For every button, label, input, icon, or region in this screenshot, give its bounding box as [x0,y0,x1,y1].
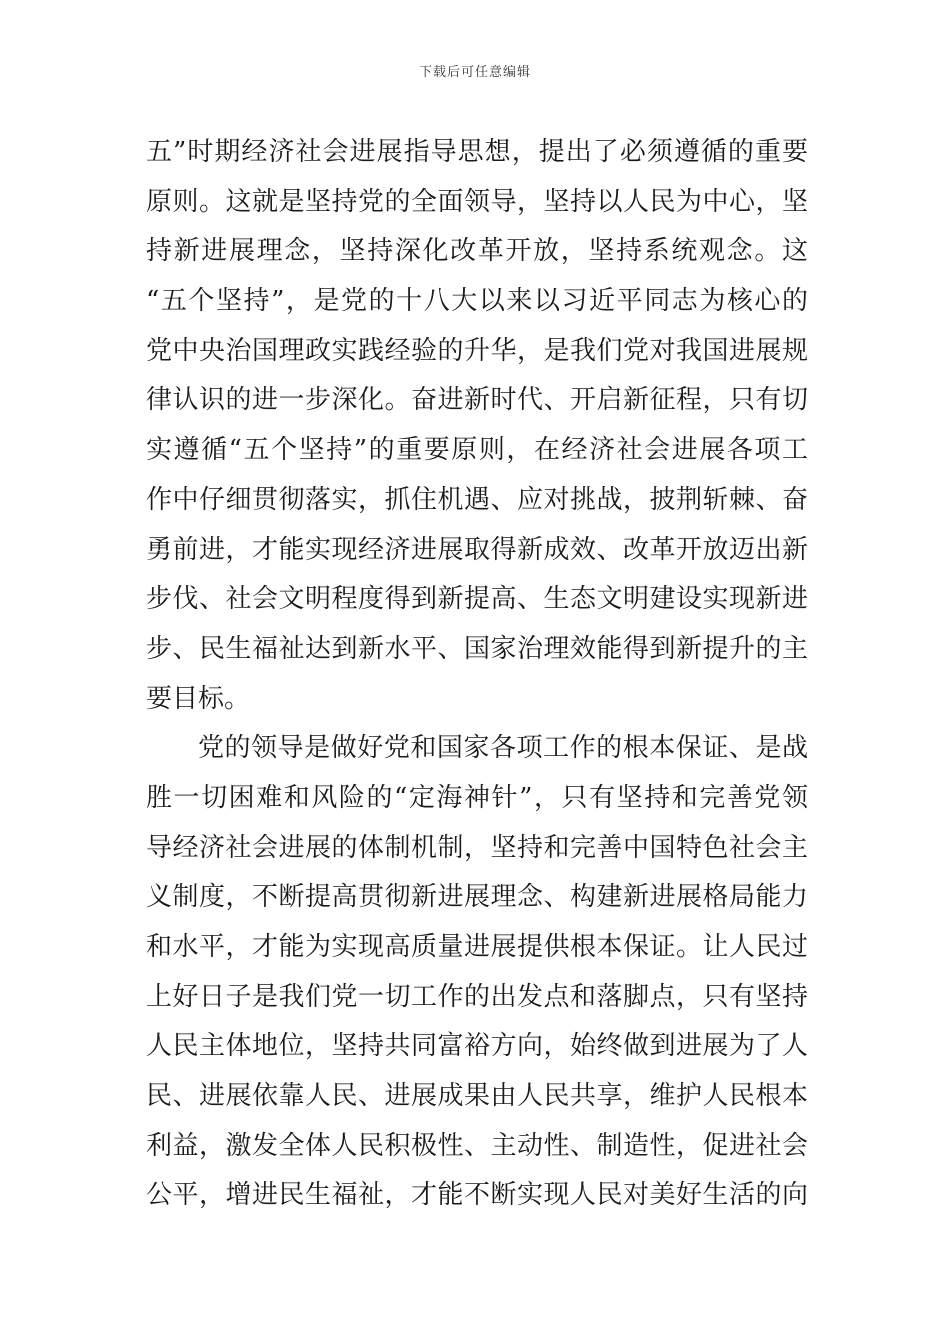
paragraph-line: 党中央治国理政实践经验的升华，是我们党对我国进展规 [146,335,808,366]
paragraph-line: 五”时期经济社会进展指导思想，提出了必须遵循的重要 [146,137,808,167]
paragraph-line: 上好日子是我们党一切工作的出发点和落脚点，只有坚持 [146,981,808,1012]
paragraph-line: “五个坚持”，是党的十八大以来以习近平同志为核心的 [146,286,808,317]
paragraph-2 [146,724,808,1221]
paragraph-line: 胜一切困难和风险的“定海神针”，只有坚持和完善党领 [146,782,808,813]
paragraph-line: 勇前进，才能实现经济进展取得新成效、改革开放迈出新 [146,534,808,565]
paragraph-line: 原则。这就是坚持党的全面领导，坚持以人民为中心，坚 [146,186,808,217]
paragraph-line: 利益，激发全体人民积极性、主动性、制造性，促进社会 [146,1130,808,1161]
paragraph-line: 要目标。 [146,683,251,714]
paragraph-line: 公平，增进民生福祉，才能不断实现人民对美好生活的向 [146,1180,808,1211]
paragraph-line: 党的领导是做好党和国家各项工作的根本保证、是战 [198,733,808,764]
paragraph-line: 义制度，不断提高贯彻新进展理念、构建新进展格局能力 [146,882,808,913]
paragraph-line: 导经济社会进展的体制机制，坚持和完善中国特色社会主 [146,832,808,863]
page-header: 下载后可任意编辑 [418,65,531,80]
paragraph-line: 人民主体地位，坚持共同富裕方向，始终做到进展为了人 [146,1031,808,1062]
paragraph-line: 步、民生福祉达到新水平、国家治理效能得到新提升的主 [146,633,808,664]
paragraph-line: 民、进展依靠人民、进展成果由人民共享，维护人民根本 [146,1081,808,1112]
paragraph-line: 持新进展理念，坚持深化改革开放，坚持系统观念。这 [146,236,808,267]
document-body [146,128,808,1221]
paragraph-line: 和水平，才能为实现高质量进展提供根本保证。让人民过 [146,932,808,962]
paragraph-line: 作中仔细贯彻落实，抓住机遇、应对挑战，披荆斩棘、奋 [146,484,808,515]
paragraph-line: 步伐、社会文明程度得到新提高、生态文明建设实现新进 [146,584,808,615]
paragraph-line: 律认识的进一步深化。奋进新时代、开启新征程，只有切 [146,385,808,416]
paragraph-1 [146,128,808,724]
paragraph-line: 实遵循“五个坚持”的重要原则，在经济社会进展各项工 [146,435,808,466]
